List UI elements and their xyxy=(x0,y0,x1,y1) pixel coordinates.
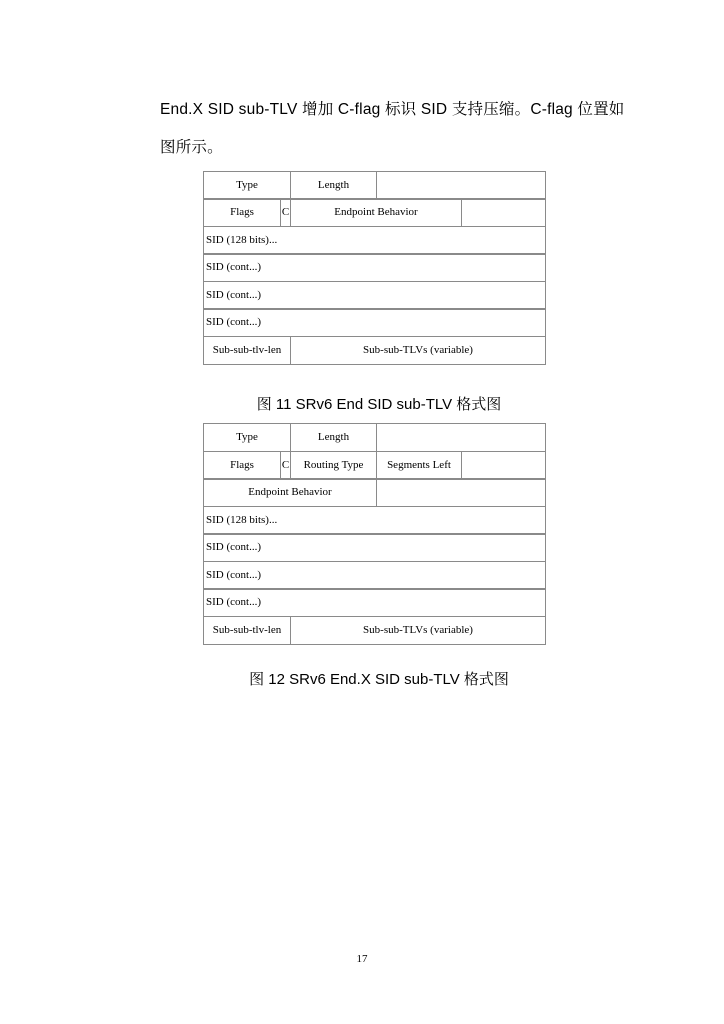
type-field: Type xyxy=(236,179,258,191)
sid-row xyxy=(203,308,546,337)
flags-field: Flags xyxy=(230,206,254,218)
flags-field: Flags xyxy=(230,459,254,471)
segments-left-field: Segments Left xyxy=(376,452,461,479)
reserved-field xyxy=(376,172,545,199)
tlv-row-sub-sub-tlvs xyxy=(203,336,546,365)
sid-field: SID (cont...) xyxy=(206,596,261,608)
sid-field: SID (128 bits)... xyxy=(206,234,278,246)
reserved-field xyxy=(376,479,545,506)
length-field: Length xyxy=(290,424,376,451)
tlv-row-type-length xyxy=(203,171,546,200)
sub-sub-tlvs-field: Sub-sub-TLVs (variable) xyxy=(290,617,545,644)
sub-sub-tlvs-field: Sub-sub-TLVs (variable) xyxy=(290,337,545,364)
sid-row xyxy=(203,506,546,535)
reserved-field xyxy=(376,424,545,451)
tlv-row-endpoint xyxy=(203,478,546,507)
tlv-row-flags-routing xyxy=(203,451,546,480)
tlv-row-flags-endpoint xyxy=(203,198,546,227)
sid-row xyxy=(203,561,546,590)
sid-row xyxy=(203,226,546,255)
figure-12-caption: 图 12 SRv6 End.X SID sub-TLV 格式图 xyxy=(249,671,509,688)
tlv-row-sub-sub-tlvs xyxy=(203,616,546,645)
routing-type-field: Routing Type xyxy=(290,452,376,479)
sub-sub-tlv-len-field: Sub-sub-tlv-len xyxy=(212,624,282,636)
type-field: Type xyxy=(236,431,258,443)
sid-field: SID (cont...) xyxy=(206,569,261,581)
c-flag-field: C xyxy=(280,452,290,479)
page-number: 17 xyxy=(356,953,368,965)
sub-sub-tlv-len-field: Sub-sub-tlv-len xyxy=(212,344,282,356)
sid-field: SID (cont...) xyxy=(206,289,261,301)
sid-row xyxy=(203,281,546,310)
sid-row xyxy=(203,533,546,562)
sid-row xyxy=(203,253,546,282)
endpoint-behavior-field: Endpoint Behavior xyxy=(290,199,461,226)
sid-row xyxy=(203,588,546,617)
sid-field: SID (cont...) xyxy=(206,261,261,273)
c-flag-field: C xyxy=(280,199,290,226)
tlv-row-type-length xyxy=(203,423,546,452)
endpoint-behavior-field: Endpoint Behavior xyxy=(248,486,332,498)
reserved-field xyxy=(461,199,545,226)
figure-11-caption: 图 11 SRv6 End SID sub-TLV 格式图 xyxy=(256,396,502,413)
sid-field: SID (cont...) xyxy=(206,316,261,328)
intro-line-1: End.X SID sub-TLV 增加 C-flag 标识 SID 支持压缩。C-flag 位置如 xyxy=(160,101,625,118)
sid-field: SID (cont...) xyxy=(206,541,261,553)
length-field: Length xyxy=(290,172,376,199)
sid-field: SID (128 bits)... xyxy=(206,514,278,526)
intro-line-2: 图所示。 xyxy=(160,139,223,156)
reserved-field xyxy=(461,452,545,479)
